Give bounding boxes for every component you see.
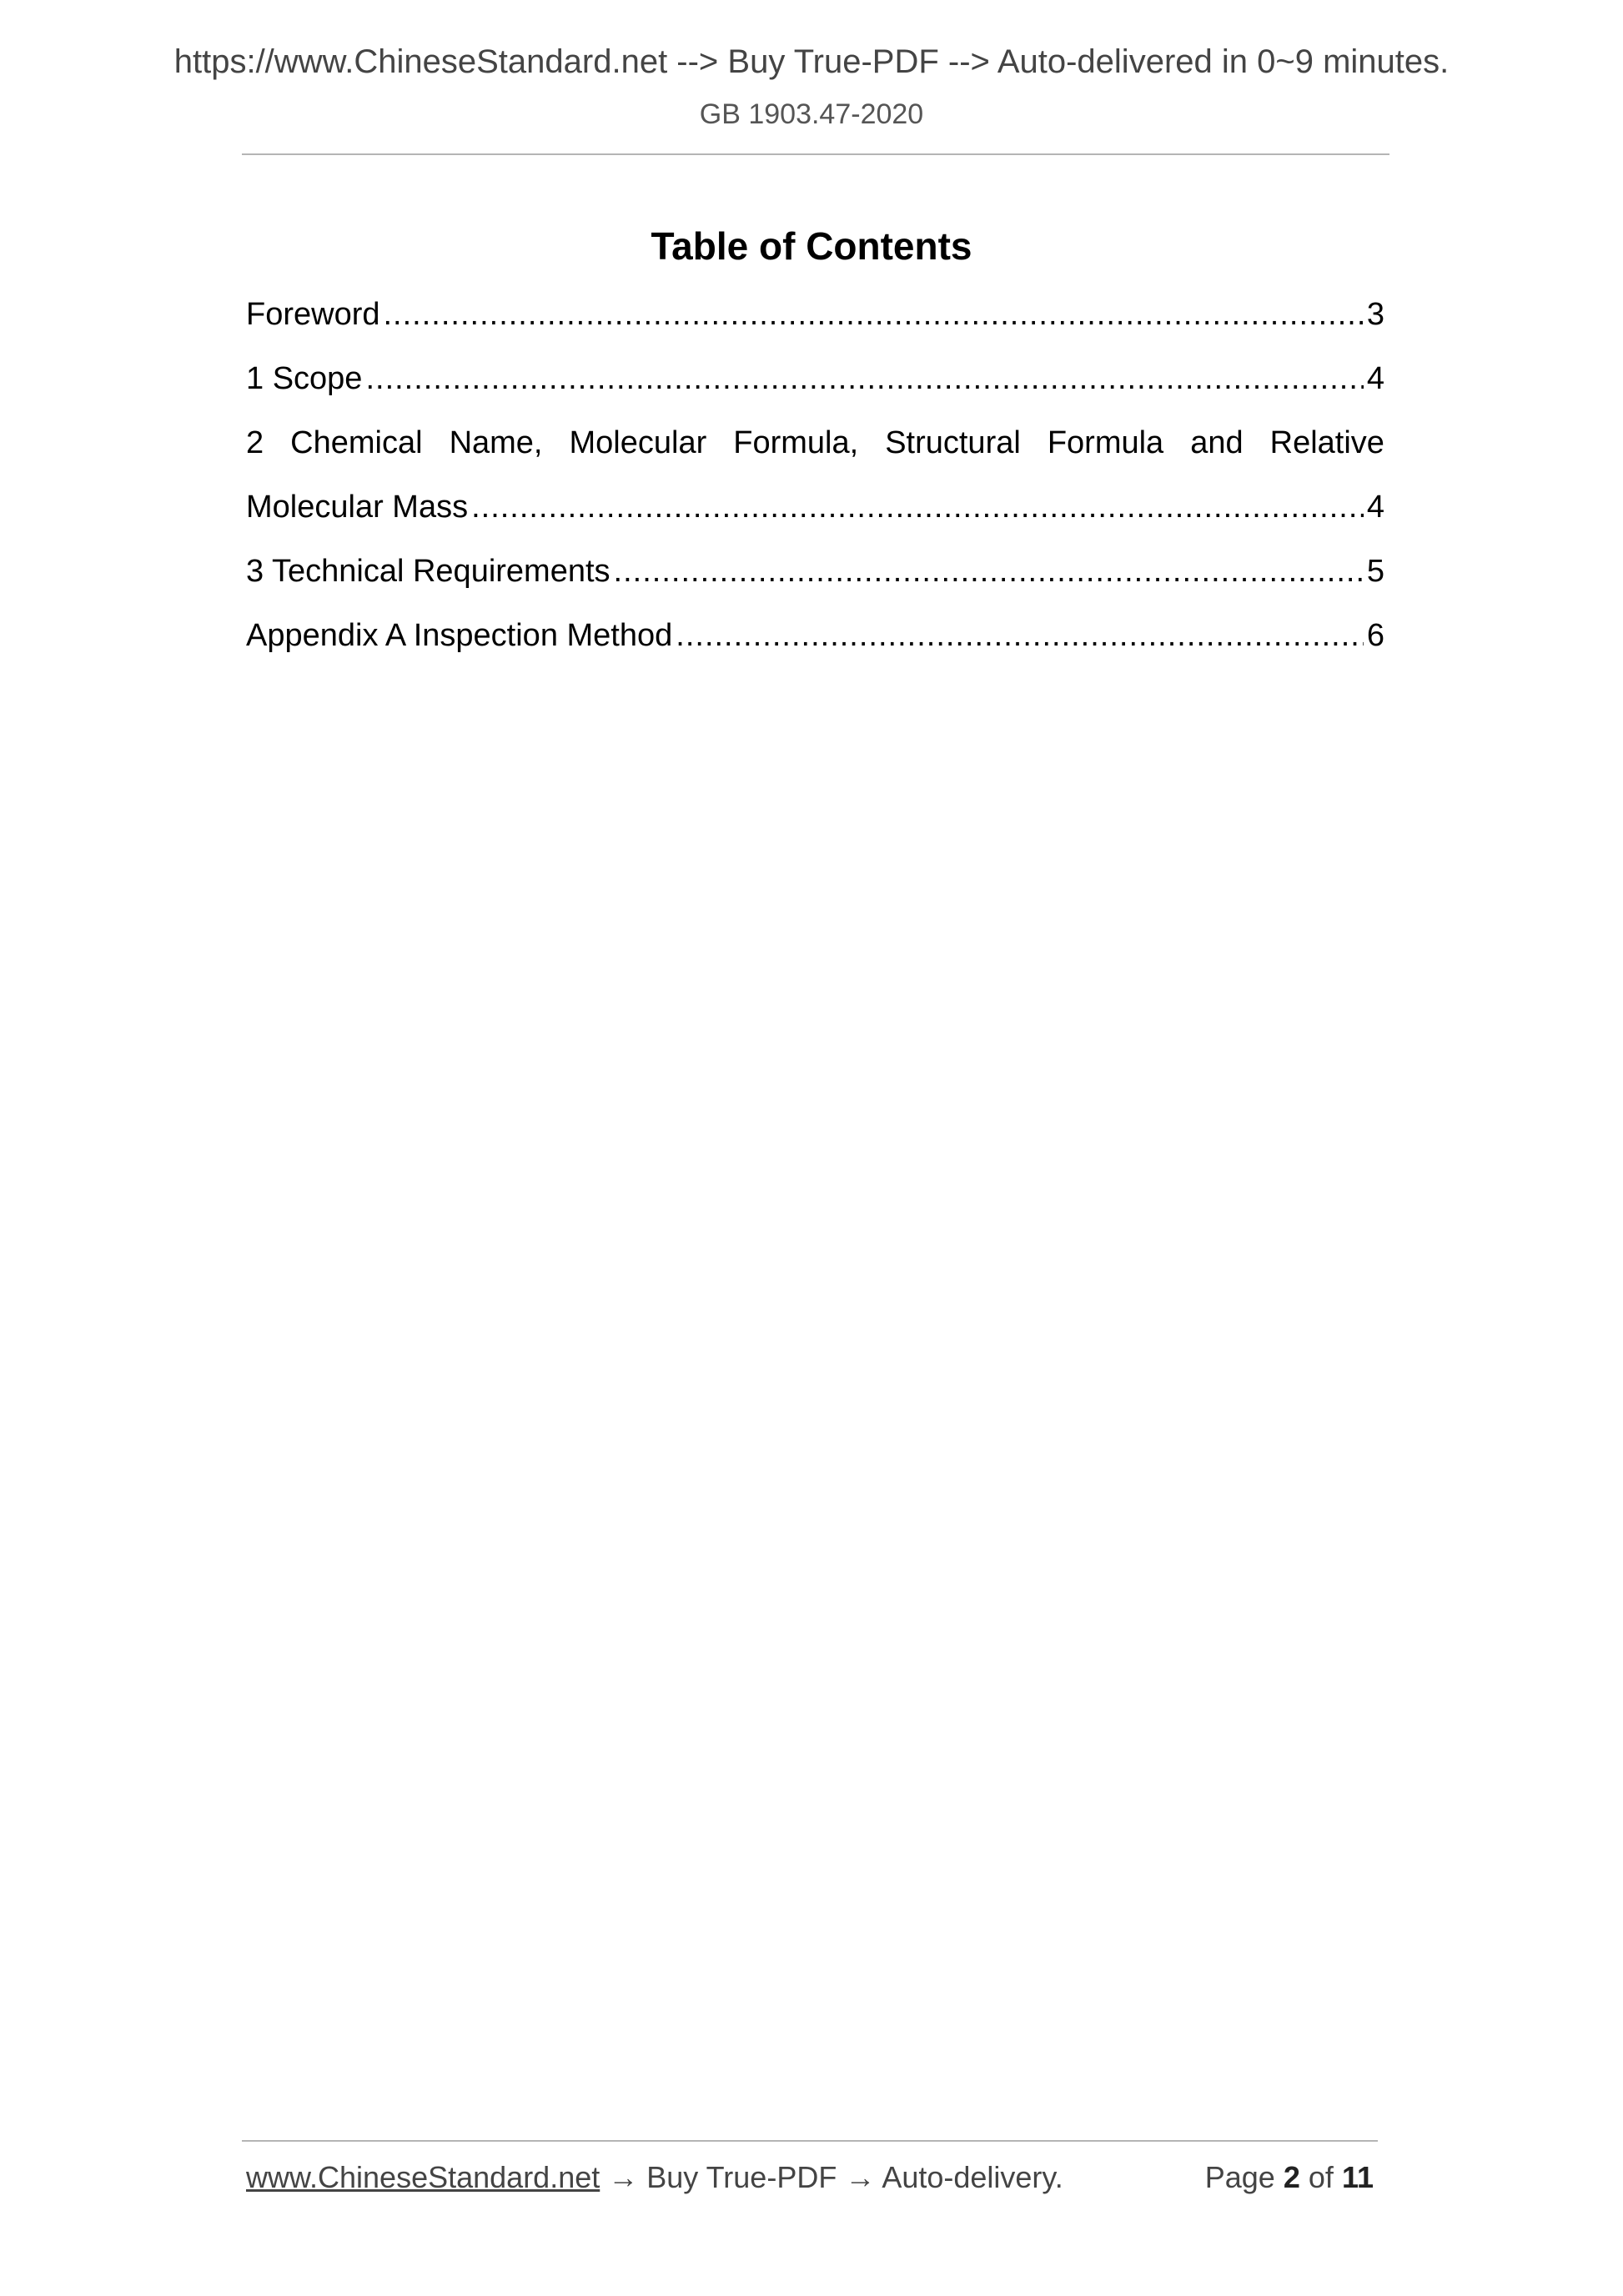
footer-divider — [242, 2140, 1378, 2142]
toc-entry-appendix-a[interactable] — [246, 618, 1384, 682]
toc-entry-page: 4 — [1366, 361, 1384, 396]
toc-word: Name, — [449, 425, 543, 460]
toc-entry-label: Foreword — [246, 297, 380, 332]
toc-entry-page: 4 — [1366, 490, 1384, 525]
header-divider — [242, 153, 1389, 155]
header-banner: https://www.ChineseStandard.net --> Buy True-PDF --> Auto-delivered in 0~9 minutes. — [173, 43, 1450, 80]
toc-entry-label: Molecular Mass — [246, 490, 469, 525]
toc-entry-label-line1 — [246, 425, 1384, 490]
footer-left — [246, 2160, 1063, 2195]
toc-entry-label: Appendix A Inspection Method — [246, 618, 673, 653]
toc-entry-scope[interactable] — [246, 361, 1384, 425]
page-word: Page — [1204, 2160, 1275, 2194]
toc-word: Formula — [1047, 425, 1164, 460]
toc-entry-label: 3 Technical Requirements — [246, 554, 611, 589]
footer-website-link[interactable]: www.ChineseStandard.net — [246, 2160, 600, 2194]
toc-word: Molecular — [569, 425, 707, 460]
toc-word: Chemical — [290, 425, 423, 460]
toc-entry-page: 5 — [1366, 554, 1384, 589]
toc-entry-label: 1 Scope — [246, 361, 363, 396]
toc-leader-dots — [614, 554, 1364, 590]
toc-word: 2 — [246, 425, 264, 460]
footer-tagline: → Buy True-PDF → Auto-delivery. — [600, 2160, 1063, 2194]
toc-title: Table of Contents — [651, 224, 972, 268]
table-of-contents — [246, 297, 1384, 682]
toc-entry-label-line2 — [246, 490, 1384, 554]
toc-leader-dots — [384, 297, 1364, 333]
document-number: GB 1903.47-2020 — [699, 98, 924, 130]
page-total: 11 — [1341, 2160, 1374, 2194]
page-indicator — [1205, 2160, 1374, 2195]
toc-entry-chemical-name[interactable] — [246, 425, 1384, 554]
toc-leader-dots — [365, 361, 1363, 397]
toc-word: Structural — [885, 425, 1021, 460]
toc-entry-page: 6 — [1366, 618, 1384, 653]
toc-entry-foreword[interactable] — [246, 297, 1384, 361]
page-of: of — [1308, 2160, 1334, 2194]
toc-word: Formula, — [733, 425, 859, 460]
toc-word: and — [1190, 425, 1244, 460]
toc-word: Relative — [1269, 425, 1384, 460]
toc-leader-dots — [471, 490, 1364, 525]
page-current: 2 — [1283, 2160, 1300, 2194]
page-footer — [246, 2160, 1374, 2195]
toc-leader-dots — [676, 618, 1364, 654]
toc-entry-technical-requirements[interactable] — [246, 554, 1384, 618]
toc-entry-page: 3 — [1366, 297, 1384, 332]
